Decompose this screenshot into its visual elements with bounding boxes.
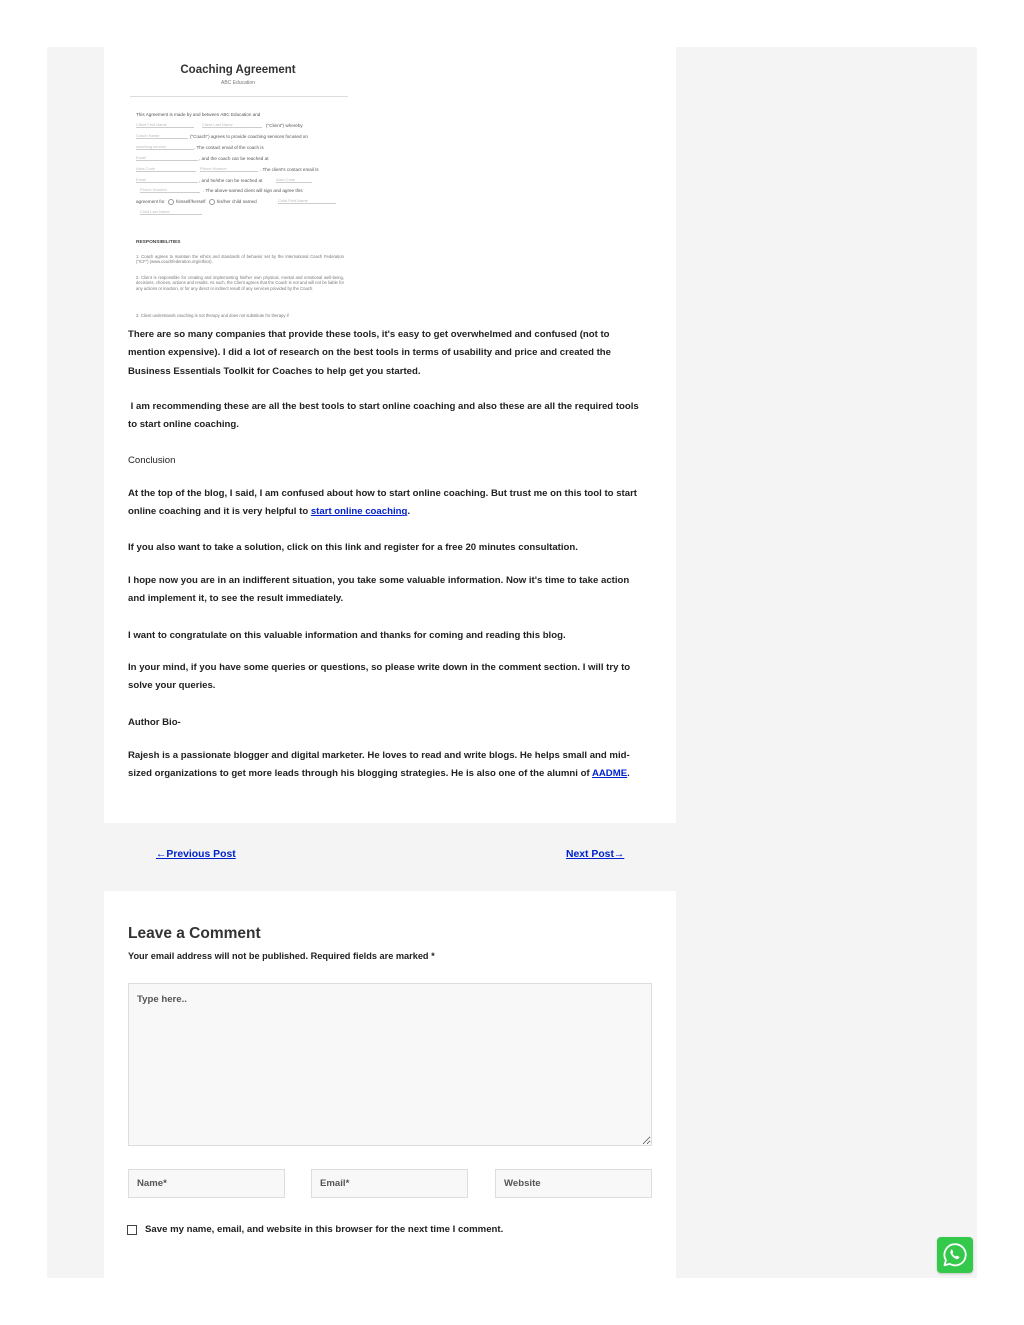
whatsapp-button[interactable] [937,1237,973,1273]
article-paragraph: In your mind, if you have some queries or questions, so please write down in the comment section. I will try to solve your queries. [128,662,631,692]
start-online-coaching-link[interactable]: start online coaching [310,506,408,518]
save-info-row [127,1224,503,1235]
save-info-label: Save my name, email, and website in this browser for the next time I comment. [145,1224,504,1235]
agreement-text: , and he/she can be reached at [199,178,263,183]
radio-icon [168,199,174,205]
agreement-responsibility: 1. Coach agrees to maintain the ethics and standards of behavior set by the International Coach Federation ("ICF") (www.coachfederation.org/ethics). [136,254,344,265]
website-field[interactable] [495,1169,652,1198]
agreement-responsibility: 2. Client is responsible for creating and implementing his/her own physical, mental and emotional well-being, decisions, choices, actions and results. As such, the Client agrees that the Coach is not and will not be liable for any actions or inaction, or for any direct or indirect result of any services provided by the Coach. [136,275,344,291]
agreement-intro: This Agreement is made by and between ABC Education and [136,112,261,117]
agreement-responsibility: 3. Client understands coaching is not therapy and does not substitute for therapy if [136,313,289,318]
agreement-text: himself/herself [175,199,206,205]
agreement-field: Coach Name [136,133,188,139]
article-paragraph: I am recommending these are all the best tools to start online coaching and also these are all the required tools to start online coaching. [128,401,642,431]
agreement-subtitle: ABC Education [221,80,255,86]
agreement-field: Area Code [276,177,312,183]
agreement-field: Client First Name [136,122,194,128]
article-paragraph: If you also want to take a solution, click on this link and register for a free 20 minutes consultation. [128,542,578,553]
agreement-text: . The client's contact email is [260,167,319,172]
agreement-text: . The above-named client will sign and agree this [203,188,303,193]
agreement-field: Child Last Name [140,209,202,215]
agreement-text: agreement for [136,199,165,205]
agreement-title: Coaching Agreement [180,64,296,76]
article-paragraph [128,485,648,522]
coaching-agreement-image [128,55,354,323]
name-field[interactable] [128,1169,285,1198]
agreement-divider [130,96,348,97]
comment-title: Leave a Comment [128,925,261,942]
whatsapp-icon [941,1241,969,1269]
radio-icon [209,199,215,205]
next-post-link[interactable]: Next Post→ [566,849,625,860]
agreement-text: , and the coach can be reached at [199,156,269,161]
email-field[interactable] [311,1169,468,1198]
agreement-field: coaching service [136,144,194,150]
article-text: Rajesh is a passionate blogger and digital marketer. He loves to read and write blogs. He helps small and mid-sized organizations to get more leads through his blogging strategies. He is also one of the alumni of [128,750,630,780]
agreement-field: Email [136,177,198,183]
article-paragraph: I hope now you are in an indifferent situation, you take some valuable information. Now it's time to take action and implement it, to see the result immediately. [128,575,630,605]
agreement-text: his/her child named [216,199,257,205]
agreement-field: Email [136,155,198,161]
article-text: . [627,768,630,780]
agreement-field: Client Last Name [202,122,262,128]
agreement-field: Phone Number [140,187,200,193]
conclusion-heading: Conclusion [128,455,176,466]
article-text: . [407,506,411,518]
comment-textarea[interactable] [128,983,652,1146]
previous-post-link[interactable]: ←Previous Post [156,849,236,860]
article-text: At the top of the blog, I said, I am confused about how to start online coaching. But trust me on this tool to start online coaching and it is very helpful to [128,488,638,518]
agreement-text: . The contact email of the coach is [194,145,264,150]
article-paragraph: I want to congratulate on this valuable information and thanks for coming and reading this blog. [128,630,566,641]
agreement-text: ("Coach") agrees to provide coaching services focused on [190,134,308,139]
agreement-field: Area Code [136,166,196,172]
agreement-field: Phone Number [200,166,258,172]
agreement-responsibilities-heading: RESPONSIBILITIES [136,240,181,245]
aadme-link[interactable]: AADME [591,768,628,780]
agreement-options [136,199,257,205]
comment-note: Your email address will not be published. Required fields are marked * [128,951,435,961]
agreement-text: ("Client") whereby [266,123,303,128]
author-bio-heading: Author Bio- [128,717,181,728]
save-info-checkbox[interactable] [127,1225,137,1235]
author-bio [128,747,648,784]
agreement-field: Child First Name [278,198,336,204]
article-paragraph: There are so many companies that provide these tools, it's easy to get overwhelmed and confused (not to mention expensive). I did a lot of research on the best tools in terms of usability and price and created the Business Essentials Toolkit for Coaches to help get you started. [128,329,611,377]
